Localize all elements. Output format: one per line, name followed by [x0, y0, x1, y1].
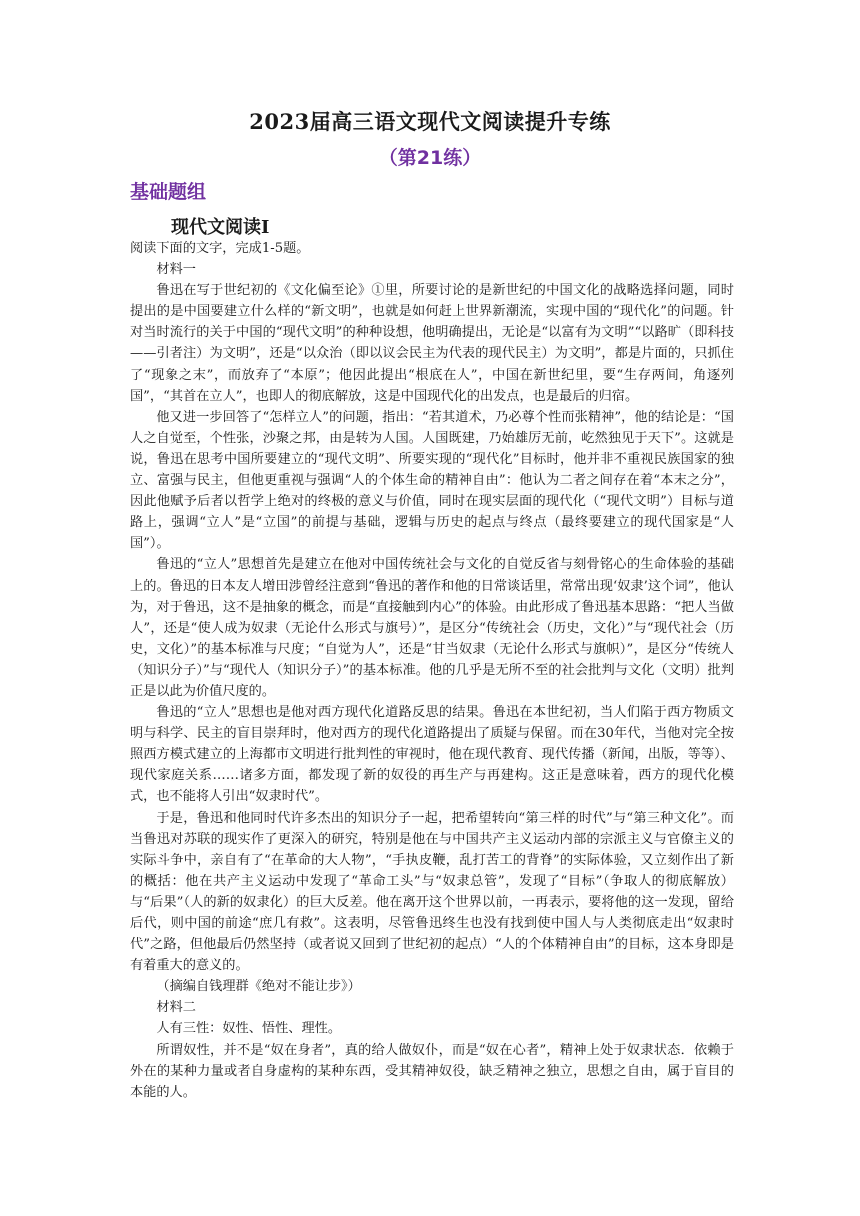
material-label: 材料二 — [156, 1000, 196, 1016]
document-title: 2023届高三语文现代文阅读提升专练 — [249, 109, 611, 134]
paragraph: 人有三性：奴性、悟性、理性。 — [156, 1021, 342, 1037]
paragraph: 他又进一步回答了“怎样立人”的问题，指出：“若其道术，乃必尊个性而张精神”，他的结论是：“国人之自觉至，个性张，沙聚之邦，由是转为人国。人国既建，乃始雄厉无前，屹然独见于天下”。这就是说，鲁迅在思考中国所要建立的“现代文明”、所要实现的“现代化”目标时，他并非不重视民族国家的独立、富强与民主，但他更重视与强调“人的个体生命的精神自由”：他认为二者之间存在着“本末之分”，因此他赋予后者以哲学上绝对的终极的意义与价值，同时在现实层面的现代化（“现代文明”）目标与道路上，强调“立人”是“立国”的前提与基础，逻辑与历史的起点与终点（最终要建立的现代国家是“人国”）。 — [130, 409, 734, 552]
paragraph: 于是，鲁迅和他同时代许多杰出的知识分子一起，把希望转向“第三样的时代”与“第三种文化”。而当鲁迅对苏联的现实作了更深入的研究，特别是他在与中国共产主义运动内部的宗派主义与官僚主义的实际斗争中，亲自有了“在革命的大人物”，“手执皮鞭，乱打苦工的背脊”的实际体验，又立刻作出了新的概括：他在共产主义运动中发现了“革命工头”与“奴隶总管”，发现了“目标”（争取人的彻底解放）与“后果”（人的新的奴隶化）的巨大反差。他在离开这个世界以前，一再表示，要将他的这一发现，留给后代，则中国的前途“庶几有救”。这表明，尽管鲁迅终生也没有找到使中国人与人类彻底走出“奴隶时代”之路，但他最后仍然坚持（或者说又回到了世纪初的起点）“人的个体精神自由”的目标，这本身即是有着重大的意义的。 — [130, 810, 734, 974]
paragraph: 鲁迅的“立人”思想也是他对西方现代化道路反思的结果。鲁迅在本世纪初，当人们陷于西方物质文明与科学、民主的盲目崇拜时，他对西方的现代化道路提出了质疑与保留。而在30年代，当他对完全按照西方模式建立的上海都市文明进行批判性的审视时，他在现代教育、现代传播（新闻，出版，等等）、现代家庭关系……诸多方面，都发现了新的奴役的再生产与再建构。这正是意味着，西方的现代化模式，也不能将人引出“奴隶时代”。 — [130, 705, 734, 805]
paragraph: 鲁迅的“立人”思想首先是建立在他对中国传统社会与文化的自觉反省与刻骨铭心的生命体验的基础上的。鲁迅的日本友人增田涉曾经注意到“鲁迅的著作和他的日常谈话里，常常出现‘奴隶’这个词”，他认为，对于鲁迅，这不是抽象的概念，而是“直接触到内心”的体验。由此形成了鲁迅基本思路：“把人当做人”，还是“使人成为奴隶（无论什么形式与旗号）”，是区分“传统社会（历史，文化）”与“现代社会（历史，文化）”的基本标准与尺度；“自觉为人”，还是“甘当奴隶（无论什么形式与旗帜）”，是区分“传统人（知识分子）”与“现代人（知识分子）”的基本标准。他的几乎是无所不至的社会批判与文化（文明）批判正是以此为价值尺度的。 — [130, 557, 734, 699]
paragraph: 所谓奴性，并不是“奴在身者”，真的给人做奴仆，而是“奴在心者”，精神上处于奴隶状态．依赖于外在的某种力量或者自身虚构的某种东西，受其精神奴役，缺乏精神之独立，思想之自由，属于盲目的本能的人。 — [130, 1042, 734, 1100]
section-heading: 基础题组 — [130, 181, 207, 203]
document-subtitle: （第21练） — [378, 147, 482, 169]
instruction-text: 阅读下面的文字，完成1-5题。 — [130, 241, 310, 256]
paragraph: 鲁迅在写于世纪初的《文化偏至论》①里，所要讨论的是新世纪的中国文化的战略选择问题，同时提出的是中国要建立什么样的“新文明”，也就是如何赶上世界新潮流，实现中国的“现代化”的问题。针对当时流行的关于中国的“现代文明”的种种设想，他明确提出，无论是“以富有为文明”“以路旷（即科技——引者注）为文明”，还是“以众治（即以议会民主为代表的现代民主）为文明”，都是片面的，只抓住了“现象之末”，而放弃了“本原”；他因此提出“根底在人”，中国在新世纪里，要“生存两间，角逐列国”，“其首在立人”，也即人的彻底解放，这是中国现代化的出发点，也是最后的归宿。 — [130, 283, 734, 404]
material-label: 材料一 — [156, 262, 196, 278]
document-body — [130, 238, 734, 1103]
reading-title: 现代文阅读Ⅰ — [171, 217, 270, 238]
source-citation: （摘编自钱理群《绝对不能让步》） — [156, 979, 361, 995]
